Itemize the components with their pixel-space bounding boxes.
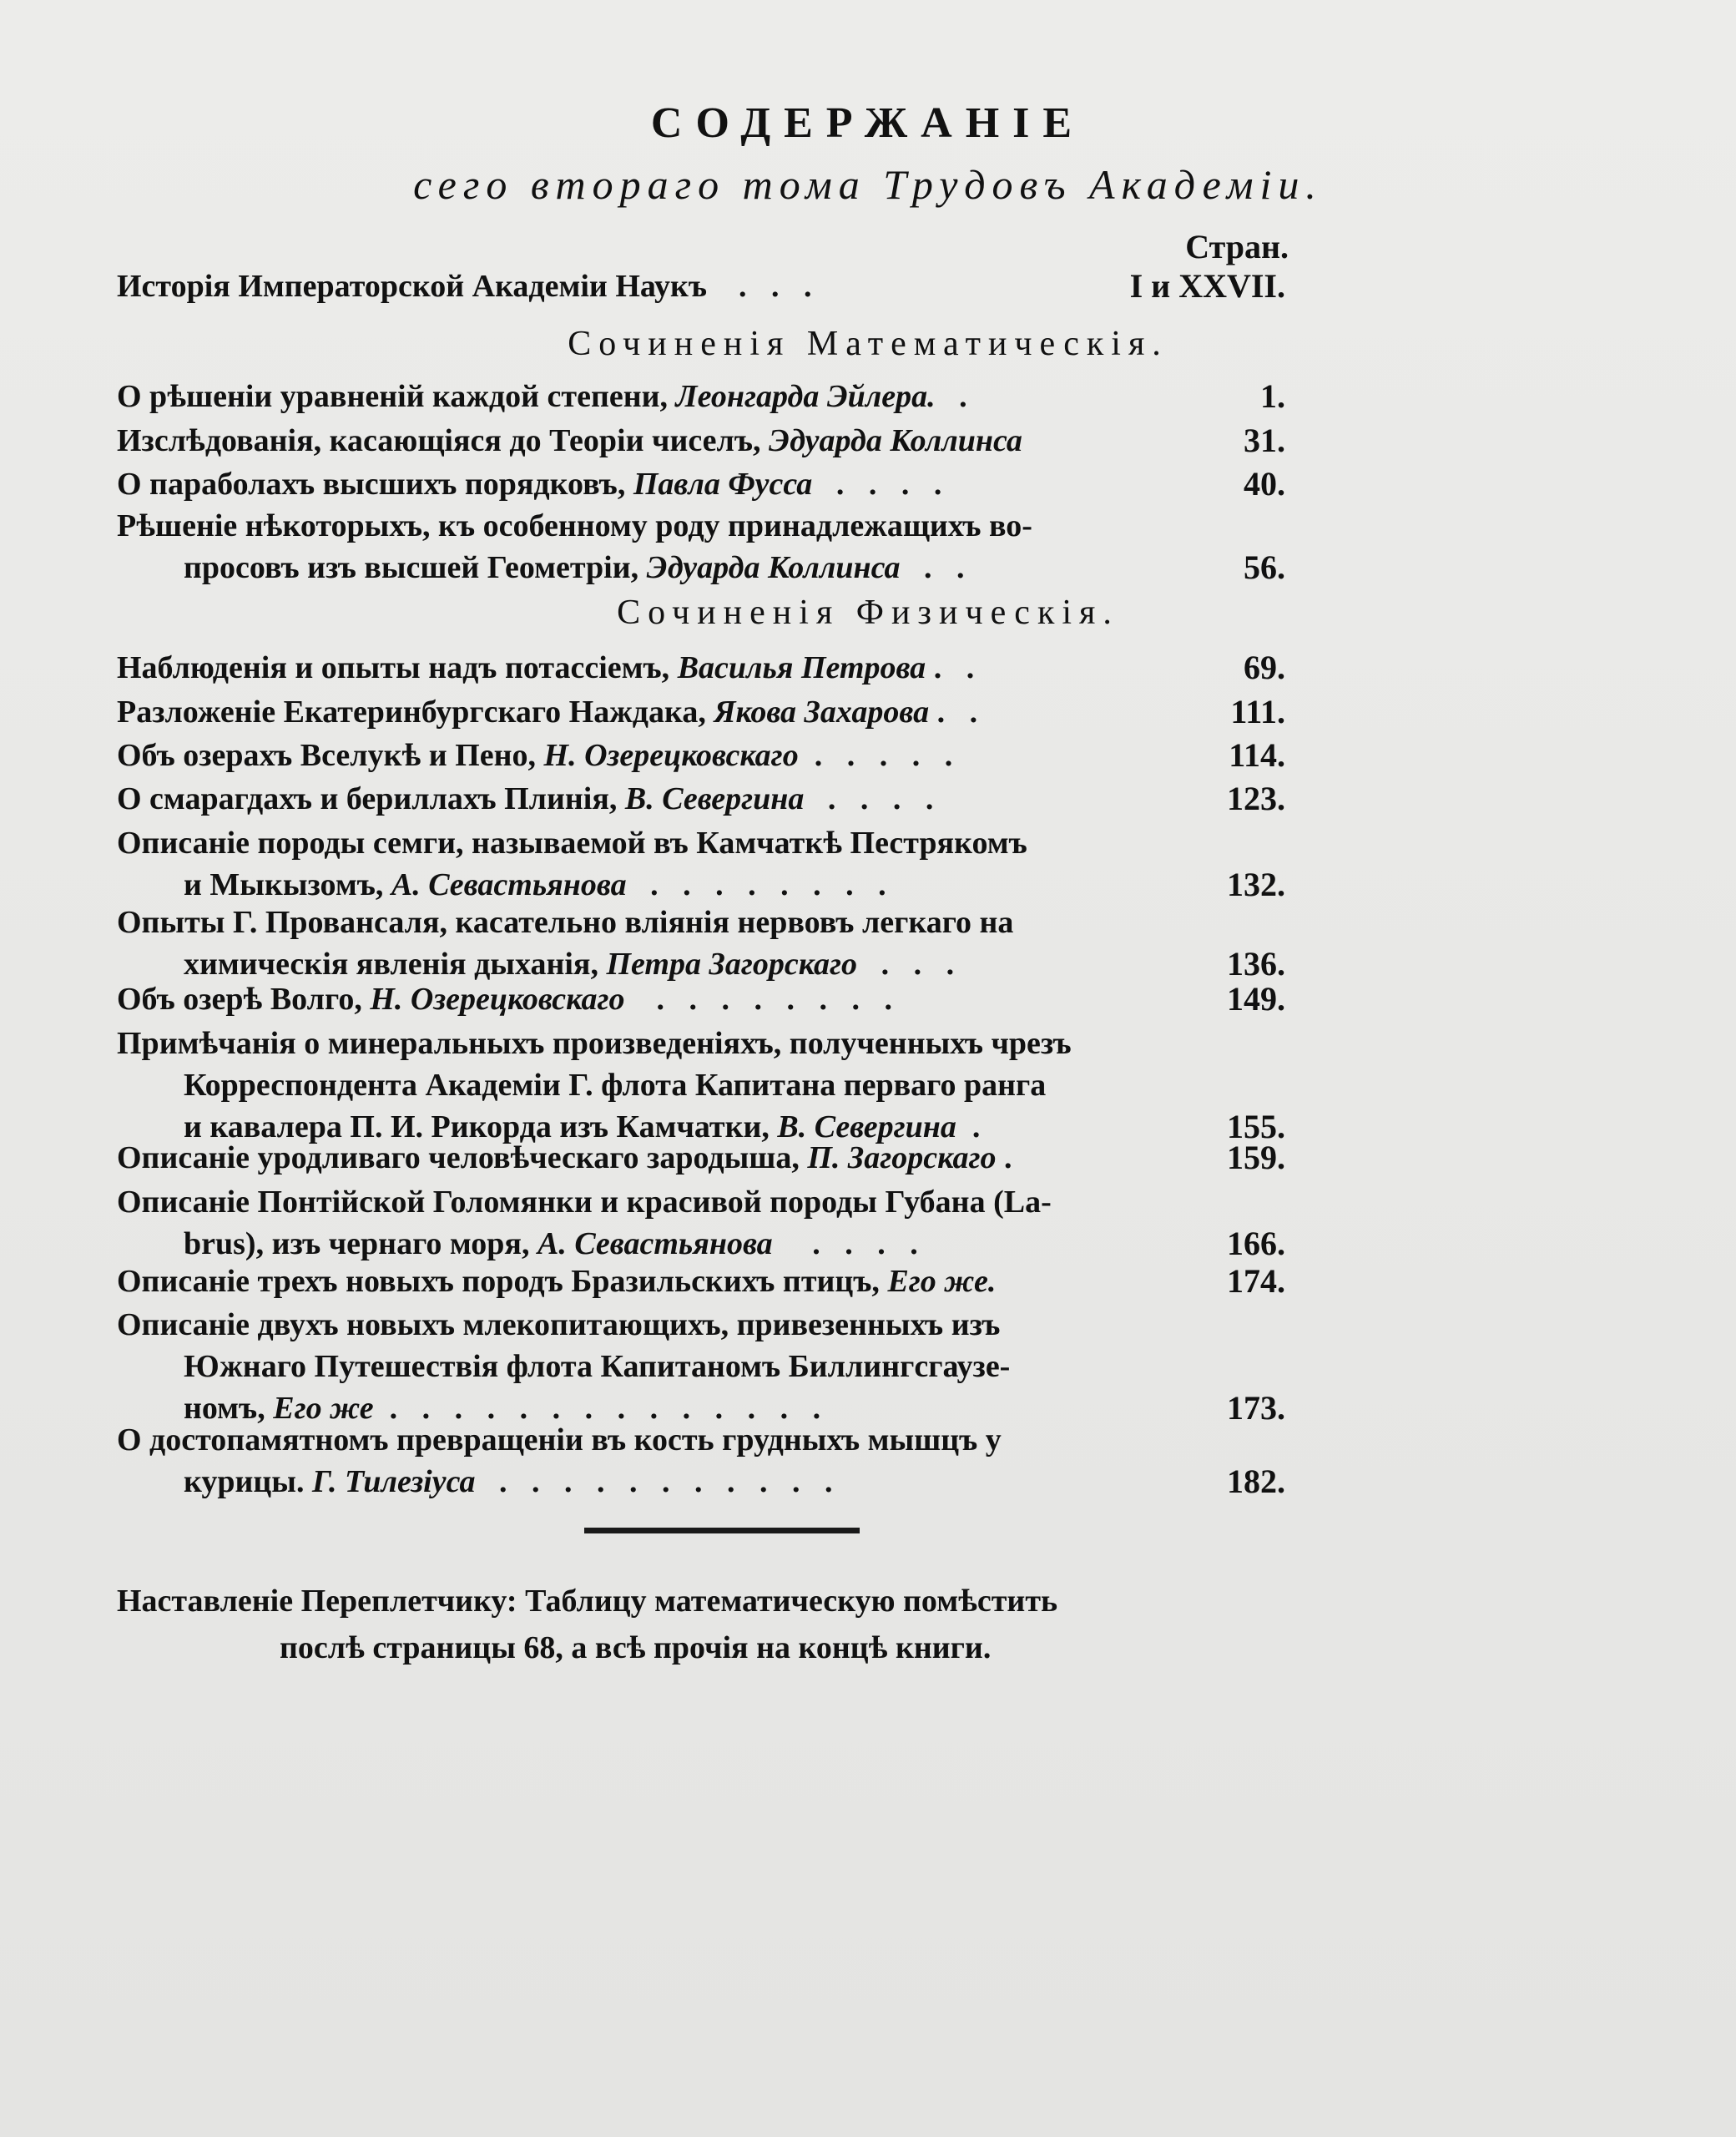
entry-author: А. Севастьянова: [391, 867, 627, 902]
toc-entry: [117, 647, 1285, 689]
toc-entry: [117, 463, 1285, 505]
entry-dots: .: [971, 1109, 989, 1144]
toc-entry: [117, 1260, 1285, 1302]
entry-author: Его же.: [887, 1264, 997, 1299]
entry-dots: . .: [936, 695, 987, 730]
entry-page-number: 136.: [1227, 945, 1285, 983]
entry-text: Корреспондента Академіи Г. флота Капитана перваго ранга: [184, 1068, 1047, 1103]
toc-entry: [117, 1023, 1285, 1148]
entry-text: Объ озерѣ Волго,: [117, 982, 362, 1017]
entry-text: и Мыкызомъ,: [184, 867, 384, 902]
entry-dots: . . . . . . . . . . .: [498, 1464, 841, 1499]
entry-page-number: 123.: [1227, 780, 1285, 817]
toc-entry: [117, 376, 1285, 417]
entry-text: просовъ изъ высшей Геометріи,: [184, 550, 639, 585]
page-subtitle: сего втораго тома Трудовъ Академіи.: [413, 161, 1323, 208]
section-heading-mathematical: Сочиненія Математическія.: [568, 325, 1168, 363]
entry-author: А. Севастьянова: [537, 1226, 773, 1261]
entry-author: В. Севергина: [624, 781, 805, 816]
entry-text: Разложеніе Екатеринбургскаго Наждака,: [117, 695, 706, 730]
entry-dots: . . .: [881, 947, 963, 982]
entry-author: Леонгарда Эйлера.: [675, 379, 936, 414]
entry-text: номъ,: [184, 1391, 265, 1426]
entry-dots: . .: [923, 550, 973, 585]
entry-page-number: 149.: [1227, 980, 1285, 1018]
entry-text: Описаніе породы семги, называемой въ Камчаткѣ Пестрякомъ: [117, 826, 1027, 861]
entry-author: Эдуарда Коллинса: [769, 423, 1022, 458]
entry-page-number: 155.: [1227, 1108, 1285, 1145]
entry-text: Рѣшеніе нѣкоторыхъ, къ особенному роду принадлежащихъ во-: [117, 508, 1032, 543]
entry-dots: .: [1003, 1140, 1021, 1175]
toc-entry-history: [117, 265, 1285, 307]
entry-dots: . . . . .: [814, 738, 961, 773]
entry-page-number: 31.: [1244, 422, 1285, 459]
entry-author: В. Севергина: [777, 1109, 956, 1144]
entry-text: Южнаго Путешествія флота Капитаномъ Биллингсгаузе-: [184, 1349, 1011, 1384]
page-column-header: Стран.: [1185, 228, 1289, 265]
entry-page-number: 1.: [1260, 377, 1285, 415]
binder-instruction-note: [117, 1578, 1302, 1671]
entry-text: brus), изъ чернаго моря,: [184, 1226, 530, 1261]
entry-author: Н. Озерецковскаго: [543, 738, 799, 773]
entry-author: Его же: [273, 1391, 374, 1426]
entry-text: курицы.: [184, 1464, 305, 1499]
entry-text: химическія явленія дыханія,: [184, 947, 598, 982]
entry-text: Описаніе Понтійской Голомянки и красивой породы Губана (La-: [117, 1185, 1052, 1220]
toc-entry: [117, 505, 1285, 589]
entry-text: О достопамятномъ превращеніи въ кость грудныхъ мышцъ у: [117, 1422, 1002, 1458]
entry-author: Павла Фусса: [633, 467, 813, 502]
entry-page-number: 182.: [1227, 1463, 1285, 1500]
entry-page-number: 159.: [1227, 1139, 1285, 1176]
entry-dots: . . . . . . . . . . . . . .: [389, 1391, 830, 1426]
entry-dots: . . . . . . . .: [650, 867, 895, 902]
toc-entry: [117, 420, 1285, 462]
entry-text: Описаніе двухъ новыхъ млекопитающихъ, привезенныхъ изъ: [117, 1307, 1001, 1342]
note-line-2: послѣ страницы 68, а всѣ прочія на концѣ книги.: [280, 1630, 992, 1665]
entry-page-number: 56.: [1244, 548, 1285, 586]
entry-author: П. Загорскаго: [807, 1140, 997, 1175]
entry-dots: . . . .: [812, 1226, 926, 1261]
entry-author: Эдуарда Коллинса: [646, 550, 901, 585]
entry-page-number: 40.: [1244, 465, 1285, 503]
entry-page-number: I и XXVII.: [1129, 267, 1285, 305]
entry-dots: . . . . . . . .: [656, 982, 901, 1017]
entry-page-number: 114.: [1229, 736, 1285, 774]
entry-author: Петра Загорскаго: [606, 947, 858, 982]
entry-dots: . . . .: [835, 467, 951, 502]
entry-page-number: 69.: [1244, 649, 1285, 686]
entry-text: Наблюденія и опыты надъ потассіемъ,: [117, 650, 670, 685]
entry-dots: . . .: [739, 269, 820, 304]
toc-entry: [117, 691, 1285, 733]
toc-entry: [117, 735, 1285, 776]
entry-page-number: 166.: [1227, 1225, 1285, 1262]
toc-entry: [117, 822, 1285, 906]
entry-dots: . .: [933, 650, 983, 685]
entry-text: О рѣшеніи уравненій каждой степени,: [117, 379, 668, 414]
toc-entry: [117, 1304, 1285, 1429]
entry-author: Василья Петрова: [677, 650, 926, 685]
entry-text: Объ озерахъ Вселукѣ и Пено,: [117, 738, 537, 773]
entry-text: Опыты Г. Провансаля, касательно вліянія нервовъ легкаго на: [117, 905, 1014, 940]
entry-author: Г. Тилезіуса: [311, 1464, 476, 1499]
section-heading-physical: Сочиненія Физическія.: [617, 594, 1119, 632]
entry-page-number: 132.: [1227, 866, 1285, 903]
toc-entry: [117, 978, 1285, 1020]
note-line-1: Наставленіе Переплетчику: Таблицу математическую помѣстить: [117, 1584, 1058, 1619]
toc-entry: [117, 1181, 1285, 1265]
toc-entry: [117, 902, 1285, 985]
entry-text: О смарагдахъ и бериллахъ Плинія,: [117, 781, 618, 816]
toc-entry: [117, 1137, 1285, 1179]
entry-text: Описаніе трехъ новыхъ породъ Бразильскихъ птицъ,: [117, 1264, 880, 1299]
entry-text: и кавалера П. И. Рикорда изъ Камчатки,: [184, 1109, 770, 1144]
entry-text: Исторія Императорской Академіи Наукъ: [117, 269, 708, 304]
toc-entry: [117, 778, 1285, 820]
entry-page-number: 173.: [1227, 1389, 1285, 1427]
entry-page-number: 174.: [1227, 1262, 1285, 1300]
entry-text: О параболахъ высшихъ порядковъ,: [117, 467, 626, 502]
divider-rule: [584, 1528, 860, 1533]
entry-author: Н. Озерецковскаго: [370, 982, 625, 1017]
entry-dots: .: [959, 379, 976, 414]
entry-page-number: 111.: [1230, 693, 1285, 730]
entry-text: Примѣчанія о минеральныхъ произведеніяхъ, полученныхъ чрезъ: [117, 1026, 1072, 1061]
toc-entry: [117, 1419, 1285, 1503]
entry-text: Описаніе уродливаго человѣческаго зародыша,: [117, 1140, 800, 1175]
entry-text: Изслѣдованія, касающіяся до Теоріи чиселъ,: [117, 423, 761, 458]
entry-author: Якова Захарова: [714, 695, 930, 730]
page-title: СОДЕРЖАНІЕ: [650, 99, 1086, 147]
entry-dots: . . . .: [827, 781, 942, 816]
